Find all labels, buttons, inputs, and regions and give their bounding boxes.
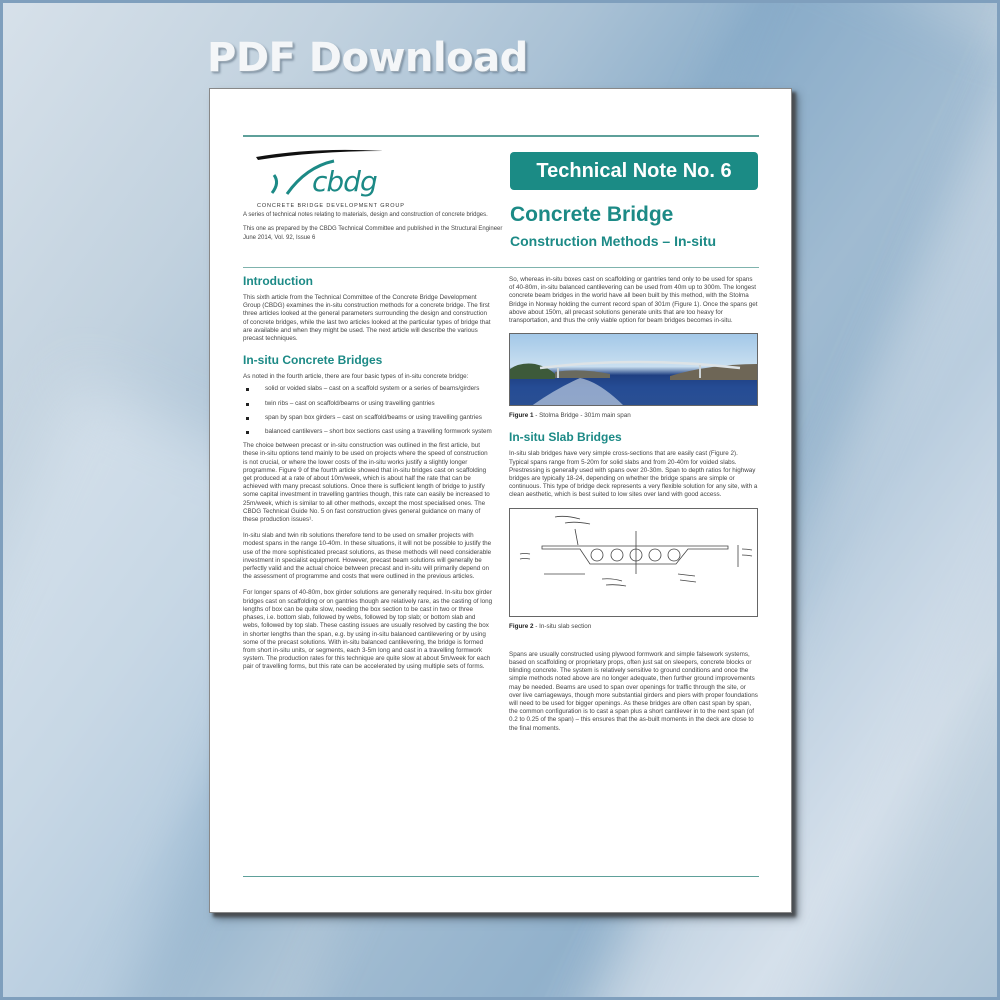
list-item: balanced cantilevers – short box sections cast using a travelling formwork system bbox=[243, 428, 493, 436]
paragraph: In-situ slab bridges have very simple cross-sections that are easily cast (Figure 2). Typical spans range from 5-20m for solid slabs and from 20-40m for voided slabs. Prestressing is generally used with spans over 20-30m. Span to depth ratios for highway bridges are typically 18-24, depending on whether the bridge spans are simple or continuous. This type of bridge deck represents a very flexible solution for any site, with a clean aesthetic, which is best suited to low sites over land with good access. bbox=[509, 450, 758, 499]
figure-1-caption bbox=[509, 412, 759, 420]
slab-cross-section-sketch-icon bbox=[510, 509, 759, 618]
document-subtitle: Construction Methods – In-situ bbox=[510, 233, 717, 249]
insitu-lead-text: As noted in the fourth article, there are four basic types of in-situ concrete bridge: bbox=[243, 373, 469, 381]
figure-2-caption bbox=[509, 623, 759, 631]
list-item: solid or voided slabs – cast on a scaffold system or a series of beams/girders bbox=[243, 385, 493, 393]
technical-note-badge: Technical Note No. 6 bbox=[510, 152, 758, 190]
figure-2-label: Figure 2 bbox=[509, 622, 534, 630]
heading-insitu-concrete-bridges: In-situ Concrete Bridges bbox=[243, 353, 383, 368]
logo-wordmark: cbdg bbox=[312, 165, 377, 198]
paragraph: Spans are usually constructed using plywood formwork and simple falsework systems, based on scaffolding or proprietary props, often just sat on sleepers, concrete blocks or blinding concrete. The system is relatively sensitive to ground conditions and once the simple methods noted above are no longer adequate, then further ground improvements may be needed. Beams are used to span over openings for traffic through the site, or over live carriageways, though more substantial girders and piers with proper foundations will need to be used for bigger openings. As these bridges are often cast span by span, the common configuration is to cast a span plus a short cantilever in to the next span (of 0.2 to 0.25 of the span) – this ensures that the as-built moments in the deck are close to the final moments. bbox=[509, 650, 758, 732]
right-column bbox=[509, 276, 759, 741]
bridge-types-list bbox=[243, 385, 493, 436]
document-title: Concrete Bridge bbox=[510, 203, 674, 226]
bottom-rule bbox=[243, 876, 759, 877]
paragraph: In-situ slab and twin rib solutions therefore tend to be used on smaller projects with modest spans in the range 10-40m. In these situations, it will not be possible to justify the use of the more sophisticated precast solutions, as these methods will need considerable investment in specialist equipment. However, precast beam solutions will generally be perfectly valid and the actual choice between precast and in-situ will primarily depend on the assessment of programme and costs that were outlined in the previous articles. bbox=[243, 532, 492, 581]
figure-2-text: - In-situ slab section bbox=[533, 622, 592, 630]
list-item: twin ribs – cast on scaffold/beams or using travelling gantries bbox=[243, 400, 493, 408]
org-name: CONCRETE BRIDGE DEVELOPMENT GROUP bbox=[257, 203, 405, 209]
bridge-photo-illustration bbox=[510, 334, 758, 406]
heading-insitu-slab-bridges: In-situ Slab Bridges bbox=[509, 430, 622, 445]
slab-section-diagram bbox=[509, 508, 758, 617]
pdf-download-title[interactable]: PDF Download bbox=[207, 35, 528, 81]
paragraph: The choice between precast or in-situ construction was outlined in the first article, but these in-situ options tend mainly to be used on projects where the speed of construction is not crucial, or where the lower costs of the in-situ works justify a slightly longer programme. Figure 9 of the fourth article showed that in-situ bridges cast on scaffolding get produced at a rate of about 10m/week, which is about half the rate that can be achieved with many precast solutions. Once there is sufficient length of bridge to justify some capital investment in travelling gantries though, this rate can easily be increased to 25m/week, which is similar to all other methods, except the most specialised ones. The CBDG Technical Guide No. 5 on fast construction gives general guidance on many of these production issues¹. bbox=[243, 442, 490, 524]
top-rule bbox=[243, 135, 759, 137]
stolma-bridge-photo bbox=[509, 333, 758, 406]
header-rule bbox=[243, 267, 759, 268]
figure-1-text: - Stolma Bridge - 301m main span bbox=[533, 412, 631, 420]
list-item: span by span box girders – cast on scaffold/beams or using travelling gantries bbox=[243, 414, 493, 422]
cbdg-logo bbox=[254, 147, 424, 207]
series-description: A series of technical notes relating to materials, design and construction of concrete bridges. bbox=[243, 212, 488, 218]
document-page-preview[interactable] bbox=[209, 88, 792, 913]
series-note bbox=[243, 211, 503, 248]
paragraph: So, whereas in-situ boxes cast on scaffolding or gantries tend only to be used for spans of 40-80m, in-situ balanced cantilevering can be used from 40m up to 300m. The longest concrete beam bridges in the world have all been built by this method, with the Stolma Bridge in Norway holding the current record span of 301m (Figure 1). Once the spans get above about 150m, all precast solutions generate units that are too heavy for transportation, and thus the only viable option for beam bridges becomes in-situ. bbox=[509, 276, 758, 325]
figure-1-label: Figure 1 bbox=[509, 412, 534, 420]
introduction-text: This sixth article from the Technical Committee of the Concrete Bridge Development Group (CBDG) examines the in-situ construction methods for a concrete bridge. The first three articles looked at the general parameters surrounding the design and construction of concrete bridges, while the last two articles looked at the particular types of bridge that are available and when they might be used. The next article will describe the various precast techniques. bbox=[243, 294, 491, 343]
heading-introduction: Introduction bbox=[243, 274, 313, 288]
left-column bbox=[243, 274, 493, 680]
paragraph: For longer spans of 40-80m, box girder solutions are generally required. In-situ box girder bridges cast on scaffolding or on gantries though are relatively rare, as the casting of long lengths of box can be quite slow, needing the box section to be cast in two or three phases, i.e. bottom slab, followed by webs, followed by top slab; or bottom slab and webs, followed by top slab. These casting issues are usually resolved by casting the box in shorter lengths than the span, e.g. by using in-situ balanced cantilevering or by using some of the precast solutions. With in-situ balanced cantilevering, the bridge is formed from short in-situ units, or segments, each 3-5m long and cast in a travelling formwork system. The production rates for this technique are quite slow at about 5m/week for each pair of travelling forms, but this rate can be accelerated by using multiple sets of forms. bbox=[243, 589, 493, 671]
publication-note: This one as prepared by the CBDG Technical Committee and published in the Structural Engineer June 2014, Vol. 92, Issue 6 bbox=[243, 226, 503, 241]
